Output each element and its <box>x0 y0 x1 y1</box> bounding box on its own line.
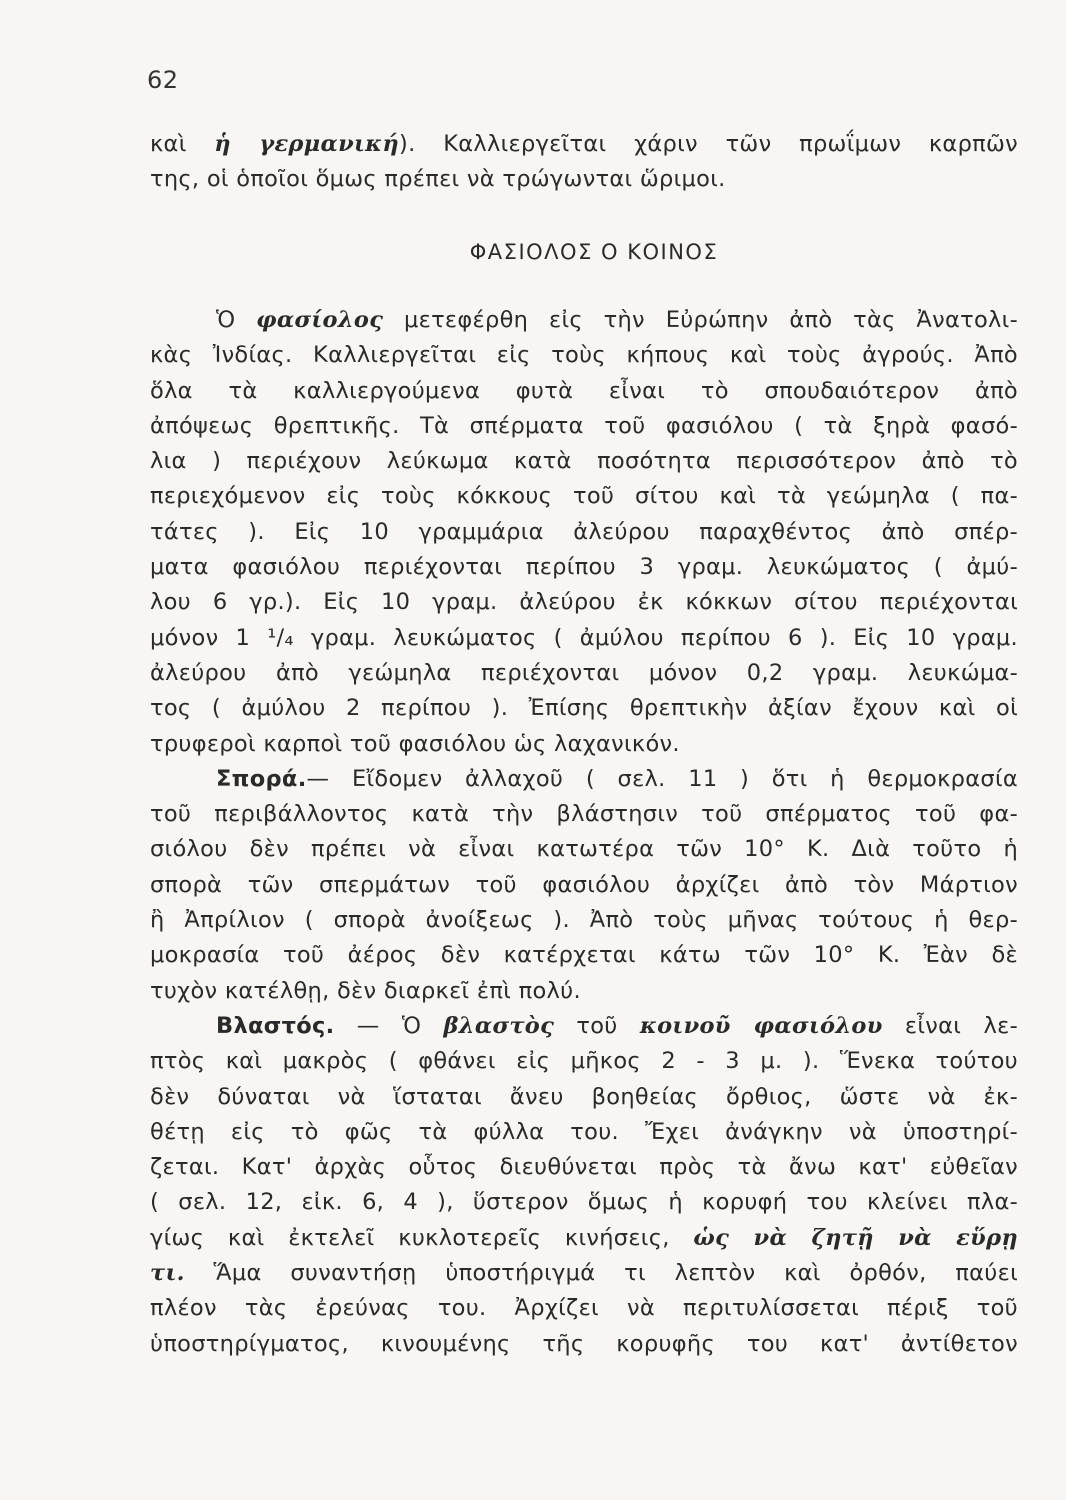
text-line <box>150 127 1018 162</box>
line-text: ἢ Ἀπρίλιον ( σπορὰ ἀνοίξεως ). Ἀπὸ τοὺς μῆνας τούτους ἡ θερ- <box>150 907 1018 934</box>
text-line <box>150 1009 1018 1044</box>
text-line <box>150 797 1018 832</box>
line-text: λια ) περιέχουν λεύκωμα κατὰ ποσότητα περισσότερον ἀπὸ τὸ <box>150 448 1018 475</box>
line-text: πλέον τὰς ἐρεύνας του. Ἀρχίζει νὰ περιτυλίσσεται πέριξ τοῦ <box>150 1295 1018 1322</box>
line-text: μοκρασία τοῦ ἀέρος δὲν κατέρχεται κάτω τῶν 10° Κ. Ἐὰν δὲ <box>150 942 1018 969</box>
text-line <box>150 1044 1018 1079</box>
line-text: Ἅμα συναντήσῃ ὑποστήριγμά τι λεπτὸν καὶ ὀρθόν, παύει <box>184 1260 1018 1287</box>
line-text: σιόλου δὲν πρέπει νὰ εἶναι κατωτέρα τῶν 10° Κ. Διὰ τοῦτο ἡ <box>150 836 1018 863</box>
line-text: σπορὰ τῶν σπερμάτων τοῦ φασιόλου ἀρχίζει ἀπὸ τὸν Μάρτιον <box>150 871 1018 898</box>
text-line <box>150 691 1018 726</box>
line-text: ἀλεύρου ἀπὸ γεώμηλα περιέχονται μόνον 0,2 γραμ. λευκώμα- <box>150 659 1018 686</box>
text-line <box>150 974 1018 1009</box>
line-text: της, οἱ ὁποῖοι ὅμως πρέπει νὰ τρώγωνται ὥριμοι. <box>150 166 726 193</box>
page-number: 62 <box>147 66 179 94</box>
line-text: τοῦ <box>554 1012 640 1039</box>
text-line <box>150 550 1018 585</box>
text-line <box>150 938 1018 973</box>
text-line <box>150 162 1018 197</box>
text-line <box>150 1327 1018 1362</box>
line-text: τος ( ἀμύλου 2 περίπου ). Ἐπίσης θρεπτικὴν ἀξίαν ἔχουν καὶ οἱ <box>150 695 1018 722</box>
line-text: ). Καλλιεργεῖται χάριν τῶν πρωΐμων καρπῶν <box>399 131 1018 157</box>
line-text: μετεφέρθη εἰς τὴν Εὐρώπην ἀπὸ τὰς Ἀνατολι- <box>383 307 1018 333</box>
emphasis-text: τι. <box>150 1260 185 1287</box>
text-line <box>150 585 1018 620</box>
line-text: ζεται. Κατ' ἀρχὰς οὗτος διευθύνεται πρὸς τὰ ἄνω κατ' εὐθεῖαν <box>150 1154 1018 1181</box>
text-line <box>150 479 1018 514</box>
line-text: καὶ <box>150 131 215 157</box>
line-text: τάτες ). Εἰς 10 γραμμάρια ἀλεύρου παραχθέντος ἀπὸ σπέρ- <box>150 518 1018 545</box>
line-text: ὅλα τὰ καλλιεργούμενα φυτὰ εἶναι τὸ σπουδαιότερον ἀπὸ <box>150 377 1018 404</box>
line-text: ( σελ. 12, εἰκ. 6, 4 ), ὕστερον ὅμως ἡ κορυφή του κλείνει πλα- <box>150 1189 1018 1216</box>
line-text: Ὁ <box>216 307 257 333</box>
text-line <box>150 1150 1018 1185</box>
opening-paragraph <box>150 127 1018 198</box>
text-line <box>150 338 1018 373</box>
line-text: ματα φασιόλου περιέχονται περίπου 3 γραμ. λευκώματος ( ἀμύ- <box>150 554 1018 581</box>
text-line <box>150 762 1018 797</box>
text-line <box>150 903 1018 938</box>
run-in-heading: Σπορά. <box>216 765 307 792</box>
line-text: θέτῃ εἰς τὸ φῶς τὰ φύλλα του. Ἔχει ἀνάγκην νὰ ὑποστηρί- <box>150 1118 1018 1145</box>
line-text: — Εἴδομεν ἀλλαχοῦ ( σελ. 11 ) ὅτι ἡ θερμοκρασία <box>306 765 1018 792</box>
text-line <box>150 515 1018 550</box>
line-text: ὑποστηρίγματος, κινουμένης τῆς κορυφῆς του κατ' ἀντίθετον <box>150 1330 1018 1357</box>
text-line <box>150 409 1018 444</box>
text-line <box>150 868 1018 903</box>
text-line <box>150 621 1018 656</box>
line-text: λου 6 γρ.). Εἰς 10 γραμ. ἀλεύρου ἐκ κόκκων σίτου περιέχονται <box>150 589 1018 616</box>
text-line <box>150 303 1018 338</box>
section-heading: ΦΑΣΙΟΛΟΣ Ο ΚΟΙΝΟΣ <box>469 240 719 264</box>
run-in-heading: Βλαστός. <box>216 1012 335 1039</box>
text-line <box>150 1080 1018 1115</box>
text-line <box>150 444 1018 479</box>
line-text: τρυφεροὶ καρποὶ τοῦ φασιόλου ὡς λαχανικόν. <box>150 730 680 757</box>
line-text: πτὸς καὶ μακρὸς ( φθάνει εἰς μῆκος 2 - 3 μ. ). Ἕνεκα τούτου <box>150 1048 1018 1075</box>
emphasis-text: κοινοῦ φασιόλου <box>639 1012 883 1039</box>
line-text: κὰς Ἰνδίας. Καλλιεργεῖται εἰς τοὺς κήπους καὶ τοὺς ἀγρούς. Ἀπὸ <box>150 342 1018 369</box>
text-line <box>150 1291 1018 1326</box>
line-text: ἀπόψεως θρεπτικῆς. Τὰ σπέρματα τοῦ φασιόλου ( τὰ ξηρὰ φασό- <box>150 412 1018 439</box>
text-line <box>150 1185 1018 1220</box>
line-text: — Ὁ <box>334 1012 444 1039</box>
line-text: εἶναι λε- <box>882 1012 1018 1039</box>
emphasis-text: βλαστὸς <box>443 1012 555 1039</box>
emphasis-text: φασίολος <box>256 307 384 333</box>
emphasis-text: ἡ γερμανική <box>214 131 399 157</box>
section-body <box>150 303 1018 1362</box>
emphasis-text: ὡς νὰ ζητῇ νὰ εὕρῃ <box>693 1224 1018 1251</box>
text-line <box>150 1221 1018 1256</box>
text-line <box>150 1256 1018 1291</box>
line-text: τοῦ περιβάλλοντος κατὰ τὴν βλάστησιν τοῦ σπέρματος τοῦ φα- <box>150 801 1018 828</box>
text-line <box>150 1115 1018 1150</box>
line-text: γίως καὶ ἐκτελεῖ κυκλοτερεῖς κινήσεις, <box>150 1224 694 1251</box>
text-line <box>150 727 1018 762</box>
line-text: μόνον 1 ¹/₄ γραμ. λευκώματος ( ἀμύλου περίπου 6 ). Εἰς 10 γραμ. <box>150 624 1018 651</box>
line-text: τυχὸν κατέλθῃ, δὲν διαρκεῖ ἐπὶ πολύ. <box>150 977 581 1004</box>
text-line <box>150 374 1018 409</box>
line-text: περιεχόμενον εἰς τοὺς κόκκους τοῦ σίτου καὶ τὰ γεώμηλα ( πα- <box>150 483 1018 510</box>
text-line <box>150 656 1018 691</box>
line-text: δὲν δύναται νὰ ἵσταται ἄνευ βοηθείας ὄρθιος, ὥστε νὰ ἐκ- <box>150 1083 1018 1110</box>
text-line <box>150 832 1018 867</box>
